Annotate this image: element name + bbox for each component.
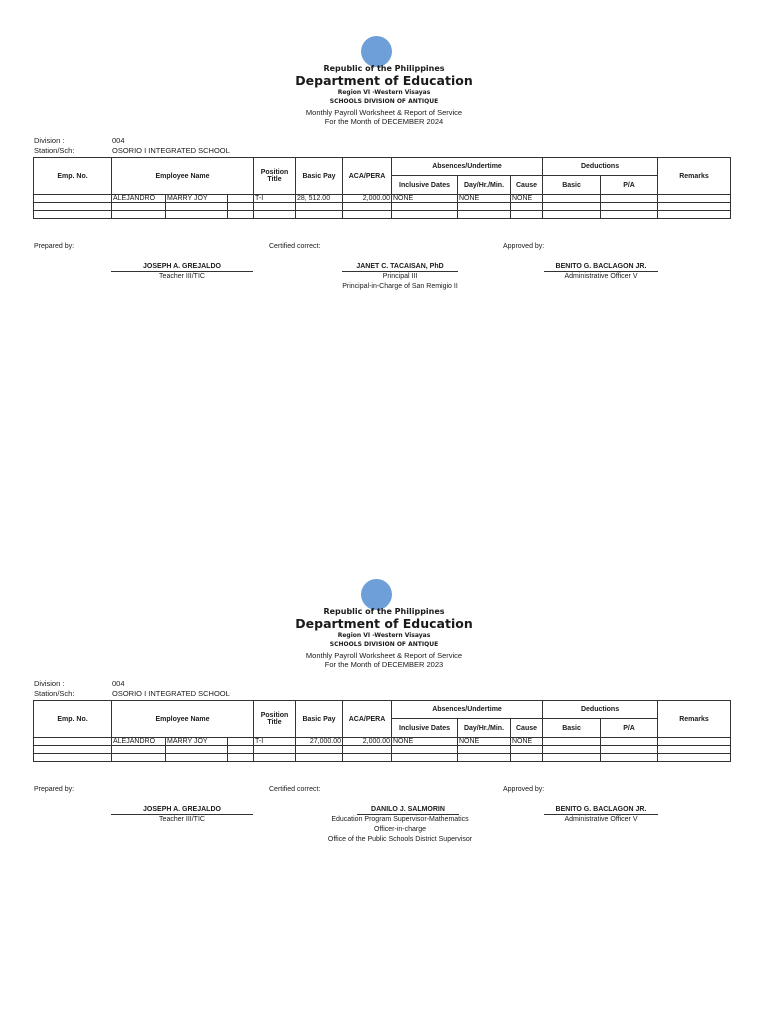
col-emp-no: Emp. No. [34,701,112,738]
col-inclusive-dates: Inclusive Dates [392,176,458,195]
cell-basic-pay: 27,000.00 [296,738,343,746]
certified-by-role: Education Program Supervisor-Mathematics [331,816,469,823]
col-absences-undertime: Absences/Undertime [392,158,543,176]
report-month: For the Month of DECEMBER 2023 [324,660,444,669]
division-value: 004 [112,136,125,145]
col-cause: Cause [511,719,543,738]
department-title: Department of Education [295,73,473,88]
cell-middle-initial [228,738,254,746]
cell-aca-pera: 2,000.00 [343,195,392,203]
col-deduction-basic: Basic [543,719,601,738]
division-value: 004 [112,679,125,688]
approved-by-label: Approved by: [503,786,545,793]
deped-seal-logo [361,36,392,67]
col-deductions: Deductions [543,701,658,719]
certified-by-office-extra: Office of the Public Schools District Supervisor [327,836,473,843]
payroll-table [33,700,731,762]
certified-by-office: Principal-in-Charge of San Remigio II [342,283,458,290]
report-month: For the Month of DECEMBER 2024 [324,117,444,126]
col-deductions: Deductions [543,158,658,176]
approved-by-label: Approved by: [503,243,545,250]
cell-last-name: ALEJANDRO [112,195,166,203]
division-label: Division : [34,136,65,145]
cell-deduction-pa [601,738,658,746]
prepared-by-label: Prepared by: [34,243,75,250]
station-label: Station/Sch: [34,146,75,155]
col-aca-pera: ACA/PERA [343,158,392,195]
table-row [34,195,731,203]
department-title: Department of Education [295,616,473,631]
approved-by-name: BENITO G. BACLAGON JR. [544,263,658,272]
cell-last-name: ALEJANDRO [112,738,166,746]
col-remarks: Remarks [658,158,731,195]
cell-cause: NONE [511,738,543,746]
prepared-by-label: Prepared by: [34,786,75,793]
station-value: OSORIO I INTEGRATED SCHOOL [112,689,230,698]
approved-by-role: Administrative Officer V [564,273,638,280]
republic-line: Republic of the Philippines [323,64,445,73]
division-line: SCHOOLS DIVISION OF ANTIQUE [329,98,439,105]
cell-emp-no [34,195,112,203]
col-absences-undertime: Absences/Undertime [392,701,543,719]
payroll-form-2023 [0,543,768,863]
col-remarks: Remarks [658,701,731,738]
col-day-hr-min: Day/Hr./Min. [458,176,511,195]
cell-remarks [658,195,731,203]
cell-inclusive-dates: NONE [392,738,458,746]
prepared-by-role: Teacher III/TIC [159,273,205,280]
certified-by-office: Officer-in-charge [373,826,426,833]
prepared-by-name: JOSEPH A. GREJALDO [111,263,253,272]
col-employee-name: Employee Name [112,701,254,738]
payroll-table [33,157,731,219]
table-row [34,754,731,762]
certified-by-name: DANILO J. SALMORIN [357,806,459,815]
cell-aca-pera: 2,000.00 [343,738,392,746]
cell-basic-pay: 28, 512.00 [296,195,343,203]
col-basic-pay: Basic Pay [296,158,343,195]
table-row [34,738,731,746]
certified-correct-label: Certified correct: [269,786,321,793]
col-day-hr-min: Day/Hr./Min. [458,719,511,738]
col-position-title: Position Title [254,701,296,738]
division-line: SCHOOLS DIVISION OF ANTIQUE [329,641,439,648]
prepared-by-role: Teacher III/TIC [159,816,205,823]
station-label: Station/Sch: [34,689,75,698]
prepared-by-name: JOSEPH A. GREJALDO [111,806,253,815]
cell-emp-no [34,738,112,746]
report-title: Monthly Payroll Worksheet & Report of Service [305,108,463,117]
cell-day-hr-min: NONE [458,195,511,203]
report-title: Monthly Payroll Worksheet & Report of Service [305,651,463,660]
col-deduction-pa: P/A [601,176,658,195]
cell-day-hr-min: NONE [458,738,511,746]
cell-first-name: MARRY JOY [166,195,228,203]
col-deduction-basic: Basic [543,176,601,195]
col-cause: Cause [511,176,543,195]
station-value: OSORIO I INTEGRATED SCHOOL [112,146,230,155]
cell-first-name: MARRY JOY [166,738,228,746]
cell-position: T-I [254,738,296,746]
col-basic-pay: Basic Pay [296,701,343,738]
cell-remarks [658,738,731,746]
table-row [34,746,731,754]
table-row [34,211,731,219]
approved-by-role: Administrative Officer V [564,816,638,823]
cell-middle-initial [228,195,254,203]
col-employee-name: Employee Name [112,158,254,195]
republic-line: Republic of the Philippines [323,607,445,616]
col-deduction-pa: P/A [601,719,658,738]
certified-by-name: JANET C. TACAISAN, PhD [342,263,458,272]
deped-seal-logo [361,579,392,610]
cell-inclusive-dates: NONE [392,195,458,203]
cell-cause: NONE [511,195,543,203]
region-line: Region VI -Western Visayas [337,632,431,639]
payroll-form-2024 [0,0,768,320]
col-inclusive-dates: Inclusive Dates [392,719,458,738]
cell-deduction-basic [543,738,601,746]
col-position-title: Position Title [254,158,296,195]
cell-deduction-pa [601,195,658,203]
cell-deduction-basic [543,195,601,203]
division-label: Division : [34,679,65,688]
approved-by-name: BENITO G. BACLAGON JR. [544,806,658,815]
region-line: Region VI -Western Visayas [337,89,431,96]
table-row [34,203,731,211]
cell-position: T-I [254,195,296,203]
certified-by-role: Principal III [382,273,418,280]
col-emp-no: Emp. No. [34,158,112,195]
certified-correct-label: Certified correct: [269,243,321,250]
col-aca-pera: ACA/PERA [343,701,392,738]
